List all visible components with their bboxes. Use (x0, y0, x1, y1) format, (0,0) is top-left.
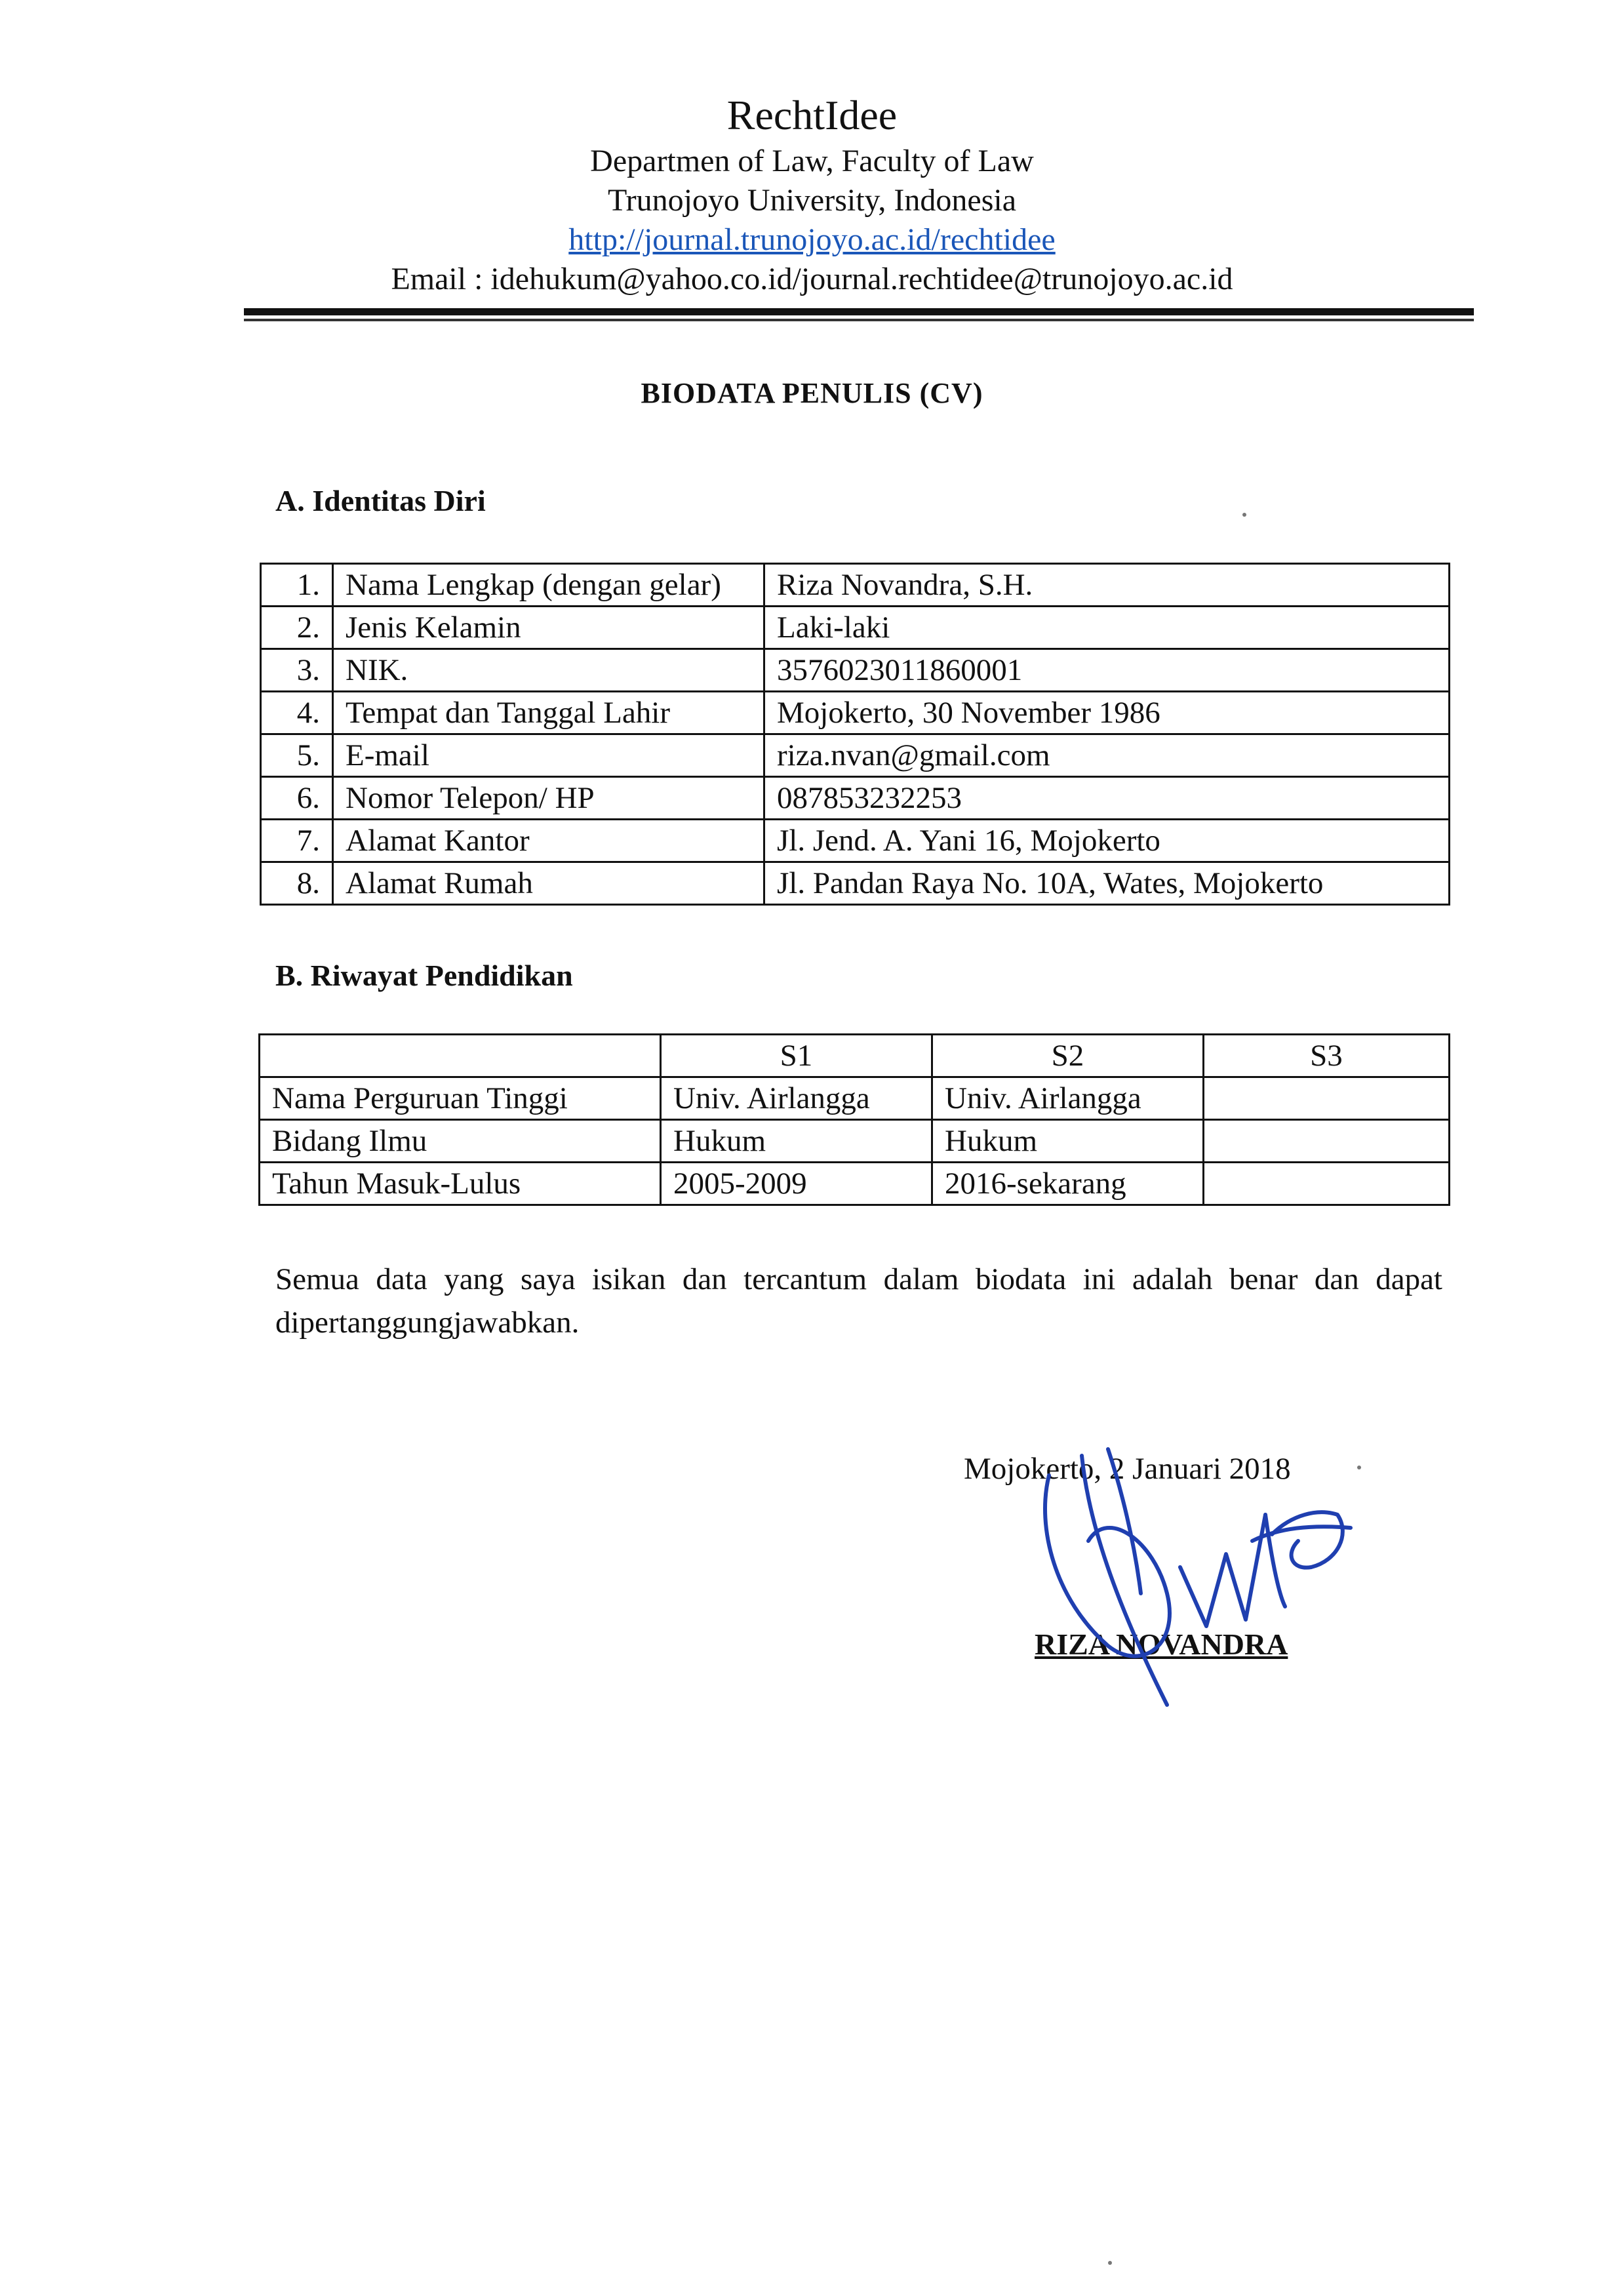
scan-speck (1242, 513, 1246, 517)
field-value: 087853232253 (764, 777, 1450, 820)
university-line: Trunojoyo University, Indonesia (607, 183, 1017, 218)
cell-s3 (1204, 1163, 1450, 1205)
header-divider-thick (244, 308, 1474, 315)
cell-s1: Hukum (661, 1120, 932, 1163)
field-label: Nama Lengkap (dengan gelar) (333, 564, 764, 607)
field-value: Mojokerto, 30 November 1986 (764, 692, 1450, 734)
field-label: Alamat Rumah (333, 862, 764, 905)
field-label: Nomor Telepon/ HP (333, 777, 764, 820)
row-number: 3. (261, 649, 333, 692)
field-label: Alamat Kantor (333, 820, 764, 862)
field-value: Jl. Jend. A. Yani 16, Mojokerto (764, 820, 1450, 862)
header-divider-thin (244, 319, 1474, 321)
signatory-name: RIZA NOVANDRA (1035, 1627, 1288, 1661)
table-row (261, 734, 1450, 777)
table-row (261, 607, 1450, 649)
table-header-row (260, 1035, 1450, 1077)
field-label: Jenis Kelamin (333, 607, 764, 649)
table-row (261, 777, 1450, 820)
field-label: Tempat dan Tanggal Lahir (333, 692, 764, 734)
row-number: 2. (261, 607, 333, 649)
row-label: Bidang Ilmu (260, 1120, 661, 1163)
column-header-s3: S3 (1204, 1035, 1450, 1077)
field-value: 3576023011860001 (764, 649, 1450, 692)
cell-s2: Hukum (932, 1120, 1204, 1163)
row-number: 5. (261, 734, 333, 777)
column-header-s1: S1 (661, 1035, 932, 1077)
table-row (261, 564, 1450, 607)
row-number: 7. (261, 820, 333, 862)
identity-table (260, 563, 1450, 906)
journal-name: RechtIdee (726, 92, 898, 138)
field-value: riza.nvan@gmail.com (764, 734, 1450, 777)
education-table (258, 1033, 1450, 1206)
table-row (261, 820, 1450, 862)
cell-s1: 2005-2009 (661, 1163, 932, 1205)
document-title: BIODATA PENULIS (CV) (641, 377, 983, 409)
section-b-heading: B. Riwayat Pendidikan (275, 959, 573, 992)
table-row (260, 1077, 1450, 1120)
field-label: E-mail (333, 734, 764, 777)
table-row (261, 862, 1450, 905)
field-label: NIK. (333, 649, 764, 692)
table-row (261, 692, 1450, 734)
cell-s2: Univ. Airlangga (932, 1077, 1204, 1120)
cell-s2: 2016-sekarang (932, 1163, 1204, 1205)
row-number: 1. (261, 564, 333, 607)
field-value: Riza Novandra, S.H. (764, 564, 1450, 607)
row-number: 8. (261, 862, 333, 905)
scan-speck (1357, 1466, 1361, 1469)
row-number: 4. (261, 692, 333, 734)
scan-speck (1108, 2261, 1112, 2265)
journal-url-link[interactable]: http://journal.trunojoyo.ac.id/rechtidee (568, 222, 1056, 257)
cell-s3 (1204, 1077, 1450, 1120)
table-row (260, 1163, 1450, 1205)
column-header-blank (260, 1035, 661, 1077)
table-row (261, 649, 1450, 692)
declaration-statement: Semua data yang saya isikan dan tercantum dalam biodata ini adalah benar dan dapat dipertanggungjawabkan. (275, 1262, 1442, 1340)
field-value: Laki-laki (764, 607, 1450, 649)
row-label: Nama Perguruan Tinggi (260, 1077, 661, 1120)
department-line: Departmen of Law, Faculty of Law (590, 144, 1034, 178)
handwritten-signature (1010, 1429, 1377, 1718)
table-row (260, 1120, 1450, 1163)
field-value: Jl. Pandan Raya No. 10A, Wates, Mojokerto (764, 862, 1450, 905)
place-date: Mojokerto, 2 Januari 2018 (964, 1452, 1291, 1486)
letterhead (0, 89, 1624, 299)
section-a-heading: A. Identitas Diri (275, 484, 486, 517)
cell-s1: Univ. Airlangga (661, 1077, 932, 1120)
row-number: 6. (261, 777, 333, 820)
email-line: Email : idehukum@yahoo.co.id/journal.rechtidee@trunojoyo.ac.id (391, 262, 1233, 296)
cell-s3 (1204, 1120, 1450, 1163)
column-header-s2: S2 (932, 1035, 1204, 1077)
row-label: Tahun Masuk-Lulus (260, 1163, 661, 1205)
